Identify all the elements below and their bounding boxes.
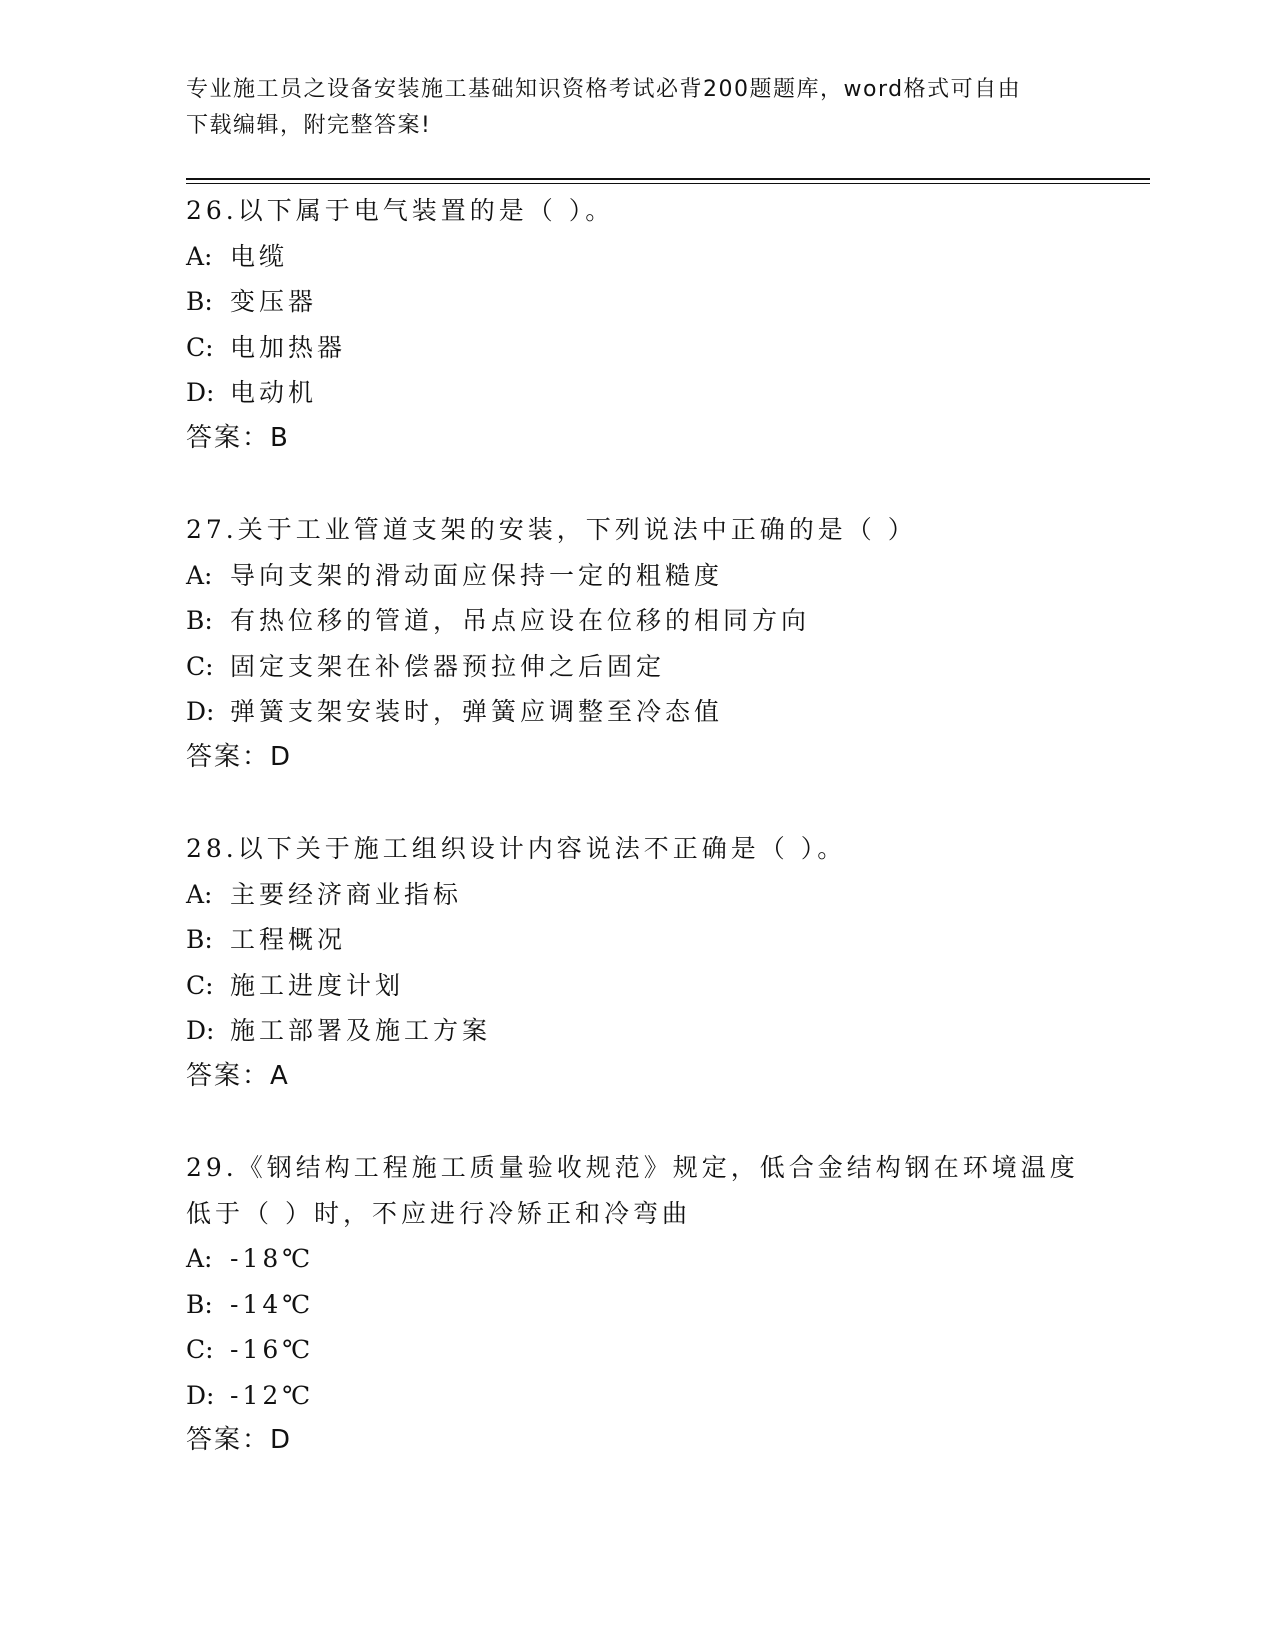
option-b xyxy=(186,917,1086,963)
option-letter: C: xyxy=(186,970,214,1000)
option-c xyxy=(186,644,1086,690)
question-stem-line-1: 29.《钢结构工程施工质量验收规范》规定，低合金结构钢在环境温度 xyxy=(186,1153,1079,1182)
option-letter: A: xyxy=(186,241,213,271)
option-letter: A: xyxy=(186,1244,213,1273)
question-26 xyxy=(186,188,1086,461)
option-letter: B: xyxy=(186,287,213,316)
option-text: 变压器 xyxy=(230,287,318,316)
question-28 xyxy=(186,826,1086,1099)
option-a xyxy=(186,234,1086,280)
option-text: 导向支架的滑动面应保持一定的粗糙度 xyxy=(230,560,724,590)
option-d xyxy=(186,689,1086,735)
option-b xyxy=(186,279,1086,325)
option-d xyxy=(186,1008,1086,1054)
option-text: 电缆 xyxy=(230,241,289,271)
option-d xyxy=(186,370,1086,416)
answer-line: 答案：D xyxy=(186,741,293,772)
header-divider-thick xyxy=(186,178,1150,180)
option-letter: B: xyxy=(186,925,213,954)
option-letter: B: xyxy=(186,1289,213,1319)
option-letter: A: xyxy=(186,560,213,590)
option-text: -12℃ xyxy=(230,1380,315,1410)
header-divider-thin xyxy=(186,183,1150,184)
document-header xyxy=(186,72,1066,144)
option-text: 电加热器 xyxy=(230,332,347,362)
option-text: -14℃ xyxy=(230,1289,315,1319)
option-b xyxy=(186,1282,1086,1328)
question-stem: 28.以下关于施工组织设计内容说法不正确是（ ）。 xyxy=(186,834,847,863)
option-text: -16℃ xyxy=(230,1335,315,1364)
option-text: 主要经济商业指标 xyxy=(230,879,463,909)
option-c xyxy=(186,963,1086,1009)
option-b xyxy=(186,598,1086,644)
option-a xyxy=(186,1236,1086,1282)
option-letter: B: xyxy=(186,606,213,635)
option-letter: D: xyxy=(186,1016,215,1045)
option-a xyxy=(186,553,1086,599)
option-a xyxy=(186,872,1086,918)
option-c xyxy=(186,325,1086,371)
option-letter: D: xyxy=(186,697,215,726)
answer-line: 答案：B xyxy=(186,422,290,453)
option-text: 施工部署及施工方案 xyxy=(230,1016,492,1045)
option-letter: C: xyxy=(186,651,214,681)
option-letter: A: xyxy=(186,879,213,909)
answer-line: 答案：A xyxy=(186,1060,290,1091)
option-text: 固定支架在补偿器预拉伸之后固定 xyxy=(230,651,666,681)
option-d xyxy=(186,1373,1086,1419)
answer-line: 答案：D xyxy=(186,1425,293,1455)
option-text: 电动机 xyxy=(230,378,318,407)
option-c xyxy=(186,1327,1086,1373)
question-stem: 26.以下属于电气装置的是（ ）。 xyxy=(186,196,615,225)
question-stem: 27.关于工业管道支架的安装，下列说法中正确的是（ ） xyxy=(186,515,917,544)
option-text: 有热位移的管道，吊点应设在位移的相同方向 xyxy=(230,606,811,635)
question-29 xyxy=(186,1145,1086,1464)
option-letter: D: xyxy=(186,1380,215,1410)
option-letter: D: xyxy=(186,378,215,407)
option-text: -18℃ xyxy=(230,1244,315,1273)
question-27 xyxy=(186,507,1086,780)
header-line-1: 专业施工员之设备安装施工基础知识资格考试必背200题题库，word格式可自由 xyxy=(186,77,1022,102)
option-text: 弹簧支架安装时，弹簧应调整至冷态值 xyxy=(230,697,724,726)
option-text: 施工进度计划 xyxy=(230,970,405,1000)
option-letter: C: xyxy=(186,1335,214,1364)
option-text: 工程概况 xyxy=(230,925,347,954)
header-line-2: 下载编辑，附完整答案! xyxy=(186,113,432,138)
question-list xyxy=(186,188,1086,1510)
option-letter: C: xyxy=(186,332,214,362)
question-stem-line-2: 低于（ ）时，不应进行冷矫正和冷弯曲 xyxy=(186,1198,691,1228)
